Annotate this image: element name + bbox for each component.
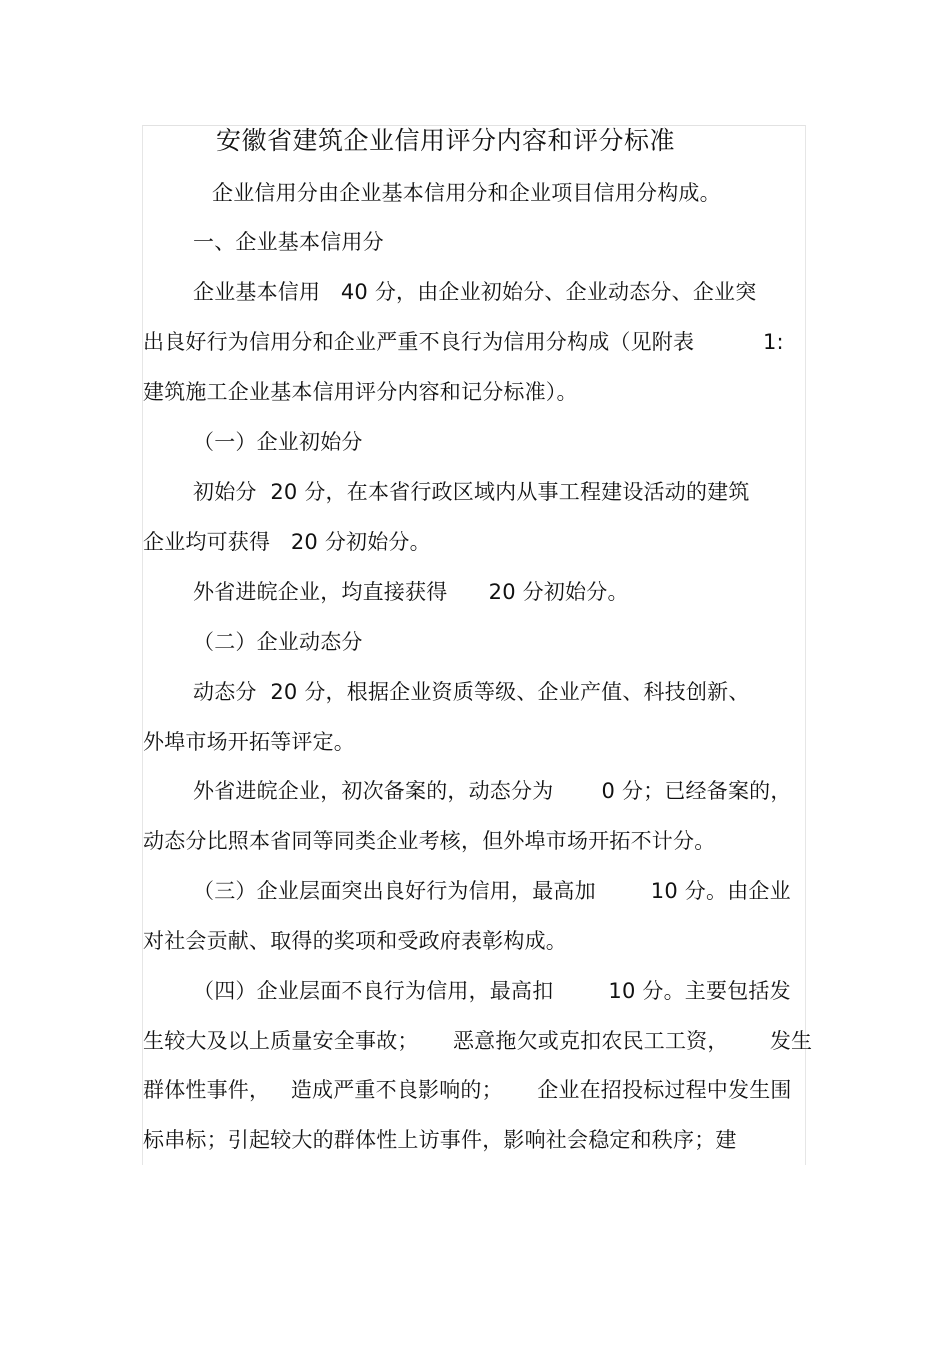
paragraph-line: （三）企业层面突出良好行为信用，最高加 10 分。由企业 — [193, 879, 791, 903]
paragraph-line: 企业均可获得 20 分初始分。 — [143, 530, 431, 554]
paragraph-line: 外埠市场开拓等评定。 — [143, 730, 355, 754]
paragraph-line: 对社会贡献、取得的奖项和受政府表彰构成。 — [143, 929, 567, 953]
paragraph-line: 初始分 20 分，在本省行政区域内从事工程建设活动的建筑 — [193, 480, 750, 504]
subsection-heading-2: （二）企业动态分 — [193, 630, 363, 654]
paragraph-line: 外省进皖企业，均直接获得 20 分初始分。 — [193, 580, 629, 604]
document-title: 安徽省建筑企业信用评分内容和评分标准 — [216, 126, 676, 155]
paragraph-line: 生较大及以上质量安全事故； 恶意拖欠或克扣农民工工资， 发生 — [143, 1029, 813, 1053]
paragraph-line: 动态分 20 分，根据企业资质等级、企业产值、科技创新、 — [193, 680, 750, 704]
paragraph-line: 动态分比照本省同等同类企业考核，但外埠市场开拓不计分。 — [143, 829, 716, 853]
paragraph-line: 标串标；引起较大的群体性上访事件，影响社会稳定和秩序；建 — [143, 1128, 737, 1152]
paragraph-line: 出良好行为信用分和企业严重不良行为信用分构成（见附表 1: — [143, 330, 784, 354]
paragraph-line: 企业基本信用 40 分，由企业初始分、企业动态分、企业突 — [193, 280, 757, 304]
section-heading-1: 一、企业基本信用分 — [193, 230, 384, 254]
paragraph-line: （四）企业层面不良行为信用，最高扣 10 分。主要包括发 — [193, 979, 791, 1003]
intro-line: 企业信用分由企业基本信用分和企业项目信用分构成。 — [212, 181, 721, 205]
paragraph-line: 群体性事件， 造成严重不良影响的； 企业在招投标过程中发生围 — [143, 1078, 792, 1102]
paragraph-line: 外省进皖企业，初次备案的，动态分为 0 分；已经备案的， — [193, 779, 792, 803]
paragraph-line: 建筑施工企业基本信用评分内容和记分标准）。 — [143, 380, 578, 404]
subsection-heading-1: （一）企业初始分 — [193, 430, 363, 454]
